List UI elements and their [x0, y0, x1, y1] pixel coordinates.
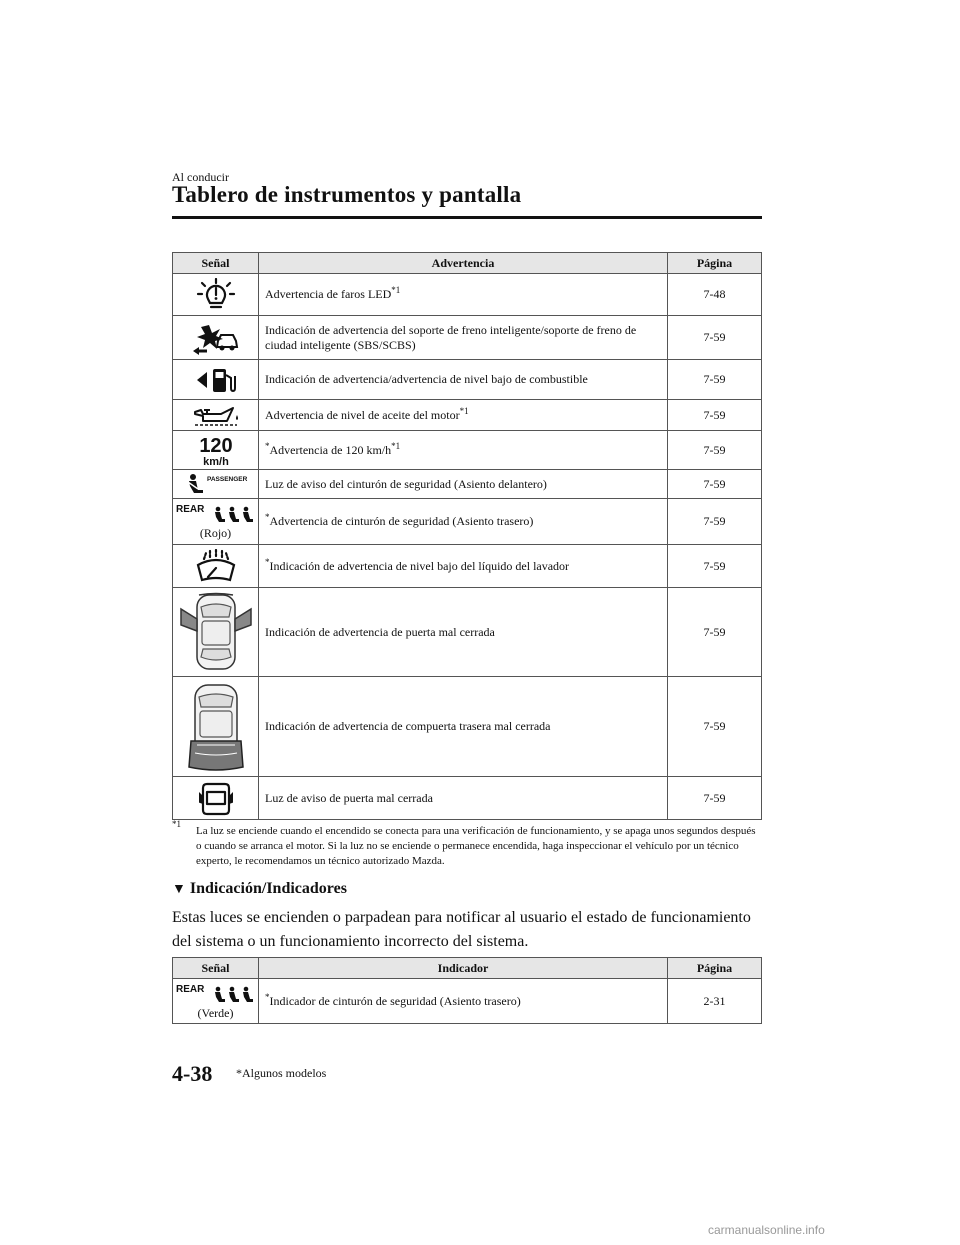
- signal-cell: [173, 360, 259, 400]
- signal-cell: [173, 400, 259, 431]
- page-ref: 7-59: [668, 677, 762, 777]
- warning-text: Luz de aviso del cinturón de seguridad (Asiento delantero): [259, 470, 668, 499]
- col-page: Página: [668, 958, 762, 979]
- signal-cell: [173, 431, 259, 470]
- page-ref: 7-59: [668, 400, 762, 431]
- page-ref: 2-31: [668, 979, 762, 1024]
- table-row: [173, 470, 762, 499]
- col-page: Página: [668, 253, 762, 274]
- warning-text: Advertencia de faros LED$^{*1}$: [259, 274, 668, 316]
- warning-text: Luz de aviso de puerta mal cerrada: [259, 777, 668, 820]
- table-row: [173, 499, 762, 545]
- signal-cell: [173, 545, 259, 588]
- table-row: [173, 777, 762, 820]
- signal-cell: [173, 777, 259, 820]
- svg-text:120: 120: [198, 435, 233, 457]
- signal-cell: [173, 316, 259, 360]
- page-ref: 7-59: [668, 431, 762, 470]
- page-ref: 7-59: [668, 588, 762, 677]
- table-row: [173, 677, 762, 777]
- warning-text: Indicación de advertencia de puerta mal cerrada: [259, 588, 668, 677]
- svg-text:REAR: REAR: [175, 504, 204, 515]
- signal-cell: [173, 588, 259, 677]
- page-ref: 7-59: [668, 545, 762, 588]
- signal-cell: [173, 499, 259, 545]
- color-label: (Verde): [197, 1005, 234, 1020]
- section-heading: ▼ Indicación/Indicadores: [172, 880, 347, 897]
- col-indicator: Indicador: [259, 958, 668, 979]
- chapter-label: Al conducir: [172, 170, 229, 184]
- fuel-pump-icon: [175, 366, 256, 394]
- warning-text: *Advertencia de cinturón de seguridad (Asiento trasero): [259, 499, 668, 545]
- page-title: Tablero de instrumentos y pantalla: [172, 182, 522, 207]
- col-signal: Señal: [173, 253, 259, 274]
- warning-text: Indicación de advertencia de compuerta trasera mal cerrada: [259, 677, 668, 777]
- oil-can-icon: [175, 404, 256, 426]
- signal-cell: [173, 470, 259, 499]
- models-note: *Algunos modelos: [236, 1066, 327, 1080]
- warning-text: *Advertencia de 120 $km/h^{*1}$: [259, 431, 668, 470]
- page-ref: 7-59: [668, 316, 762, 360]
- signal-cell: [173, 979, 259, 1024]
- svg-text:REAR: REAR: [175, 983, 204, 995]
- table-row: [173, 360, 762, 400]
- col-signal: Señal: [173, 958, 259, 979]
- watermark: carmanualsonline.info: [708, 1223, 825, 1237]
- page-ref: 7-59: [668, 470, 762, 499]
- color-label: (Rojo): [199, 526, 232, 540]
- indicator-table-header: [173, 958, 762, 979]
- passenger-seatbelt-icon: [175, 473, 256, 495]
- section-paragraph: Estas luces se encienden o parpadean para notificar al usuario el estado de funcionamiento del sistema o un funcionamiento incorrecto del sistema.: [172, 909, 751, 950]
- indicator-text: *Indicador de cinturón de seguridad (Asiento trasero): [259, 979, 668, 1024]
- door-ajar-car-icon: [175, 591, 256, 673]
- page-ref: 7-59: [668, 499, 762, 545]
- warning-table: [172, 252, 762, 820]
- warning-text: *Indicación de advertencia de nivel bajo del líquido del lavador: [259, 545, 668, 588]
- warning-text: Indicación de advertencia/advertencia de nivel bajo de combustible: [259, 360, 668, 400]
- warning-text: Indicación de advertencia del soporte de freno inteligente/soporte de freno de ciudad inteligente (SBS/SCBS): [259, 316, 668, 360]
- page-ref: 7-48: [668, 274, 762, 316]
- indicator-table: [172, 957, 762, 1024]
- footnote-text: La luz se enciende cuando el encendido se conecta para una verificación de funcionamiento, y se apaga unos segundos después o cuando se arranca el motor. Si la luz no se enciende o permanece encendida, haga inspeccionar el vehículo por un técnico experto, le recomendamos un técnico autorizado Mazda.: [196, 825, 756, 867]
- signal-cell: [173, 677, 259, 777]
- table-row: [173, 545, 762, 588]
- table-row: [173, 979, 762, 1024]
- signal-cell: [173, 274, 259, 316]
- warning-text: Advertencia de nivel de aceite del motor$^{*1}$: [259, 400, 668, 431]
- sbs-brake-support-icon: [175, 321, 256, 355]
- table-row: [173, 316, 762, 360]
- warning-table-header: [173, 253, 762, 274]
- footnote: *1 La luz se enciende cuando el encendido se conecta para una verificación de funcionamiento, y se apaga unos segundos después o cuando se arranca el motor. Si la luz no se enciende o permanece encendida, haga inspeccionar el vehículo por un técnico experto, le recomendamos un técnico autorizado Mazda.: [172, 824, 762, 869]
- page-number: 4-38: [172, 1061, 213, 1086]
- rear-seatbelt-icon: [175, 502, 256, 524]
- table-row: [173, 431, 762, 470]
- liftgate-ajar-car-icon: [175, 681, 256, 773]
- table-row: [173, 274, 762, 316]
- svg-text:PASSENGER: PASSENGER: [206, 476, 247, 483]
- door-open-small-icon: [175, 780, 256, 816]
- col-warning: Advertencia: [259, 253, 668, 274]
- table-row: [173, 588, 762, 677]
- table-row: [173, 400, 762, 431]
- svg-text:km/h: km/h: [202, 456, 229, 467]
- washer-fluid-icon: [175, 549, 256, 583]
- speed-120-icon: [175, 433, 256, 467]
- title-rule: [172, 216, 762, 219]
- triangle-marker-icon: ▼: [172, 882, 186, 897]
- page-ref: 7-59: [668, 777, 762, 820]
- led-headlight-warning-icon: [175, 278, 256, 312]
- page-ref: 7-59: [668, 360, 762, 400]
- rear-seatbelt-icon: [175, 982, 256, 1004]
